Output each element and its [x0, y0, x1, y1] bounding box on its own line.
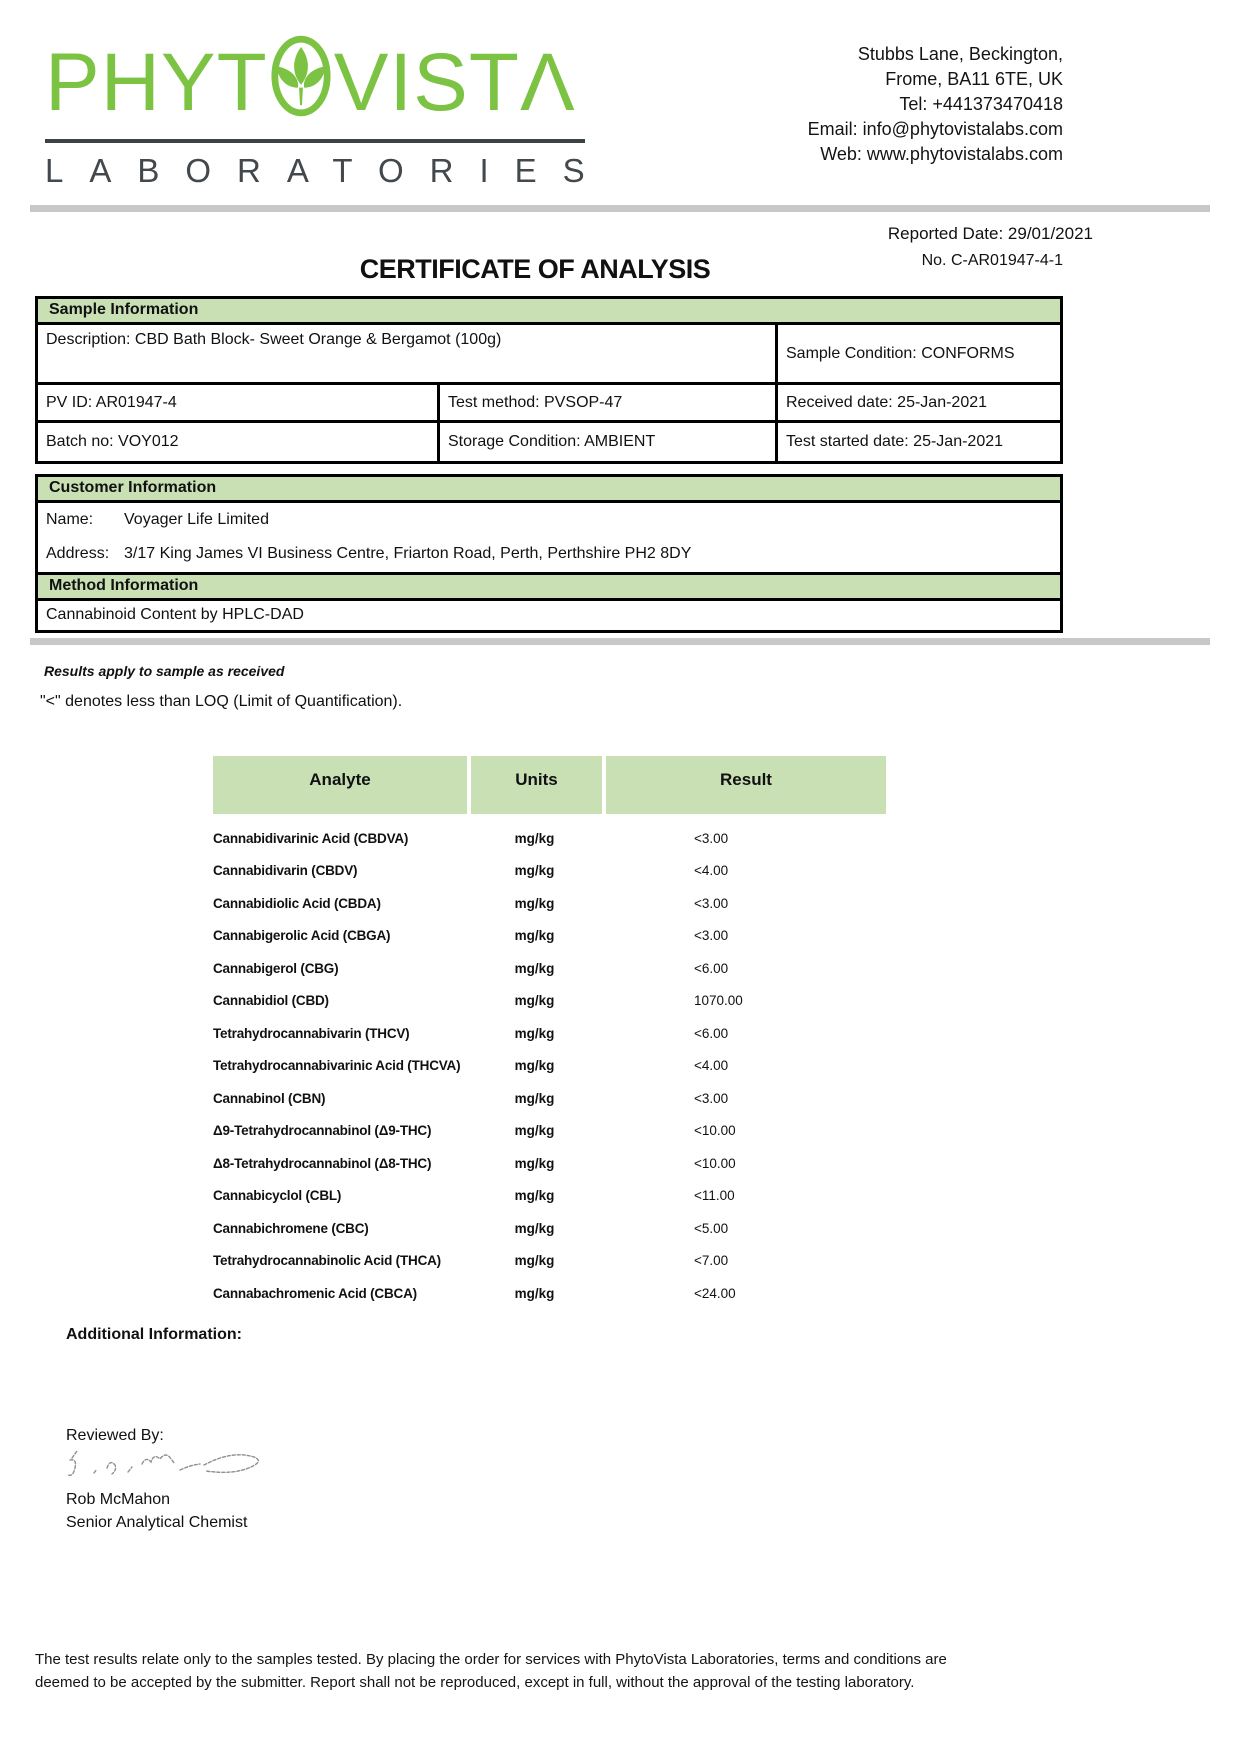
analyte-name: Cannabinol (CBN): [213, 1090, 326, 1106]
analyte-name: Tetrahydrocannabivarin (THCV): [213, 1025, 410, 1041]
customer-name-line: [46, 511, 1052, 529]
table-row: [213, 1115, 886, 1148]
received-date: Received date: 25-Jan-2021: [786, 393, 988, 411]
analyte-name: Cannabachromenic Acid (CBCA): [213, 1285, 417, 1301]
analyte-result: <6.00: [694, 1025, 729, 1041]
table-row: [213, 1245, 886, 1278]
method-information-header: Method Information: [38, 575, 1060, 601]
footer-disclaimer: [35, 1648, 1220, 1694]
divider-bar-middle: [30, 638, 1210, 645]
analyte-result: <3.00: [694, 928, 729, 944]
contact-web: Web: www.phytovistalabs.com: [820, 144, 1063, 164]
loq-note: "<" denotes less than LOQ (Limit of Quantification).: [40, 693, 403, 710]
analyte-name: Cannabigerol (CBG): [213, 960, 339, 976]
method-name: Cannabinoid Content by HPLC-DAD: [46, 606, 304, 623]
customer-information-section: [35, 474, 1063, 576]
reported-date: Reported Date: 29/01/2021: [887, 224, 1093, 243]
analyte-units: mg/kg: [514, 1025, 555, 1041]
brand-text-prefix: PHYT: [45, 37, 268, 128]
analyte-units: mg/kg: [514, 1155, 555, 1171]
analyte-result: <7.00: [694, 1253, 729, 1269]
analyte-result: <3.00: [694, 830, 729, 846]
analyte-name: Cannabidivarinic Acid (CBDVA): [213, 830, 409, 846]
customer-details: [38, 503, 1060, 573]
brand-text-suffix: VISTΛ: [333, 37, 576, 128]
customer-address: 3/17 King James VI Business Centre, Friarton Road, Perth, Perthshire PH2 8DY: [124, 545, 692, 562]
table-row: [213, 1082, 886, 1115]
analyte-units: mg/kg: [514, 830, 555, 846]
test-method: Test method: PVSOP-47: [440, 385, 778, 420]
analyte-result: <5.00: [694, 1220, 729, 1236]
table-row: [213, 822, 886, 855]
analyte-result: <10.00: [694, 1155, 736, 1171]
analyte-result: <4.00: [694, 1058, 729, 1074]
sample-received-note: Results apply to sample as received: [44, 663, 285, 679]
analyte-result: <24.00: [694, 1285, 736, 1301]
analyte-units: mg/kg: [514, 1253, 555, 1269]
report-number: No. C-AR01947-4-1: [921, 252, 1063, 269]
analyte-name: Δ8-Tetrahydrocannabinol (Δ8-THC): [213, 1155, 432, 1171]
results-table-header: [213, 756, 886, 814]
analyte-name: Cannabidiol (CBD): [213, 993, 329, 1009]
reviewed-by-label: Reviewed By:: [66, 1427, 164, 1444]
table-row: [213, 887, 886, 920]
analyte-units: mg/kg: [514, 863, 555, 879]
customer-information-header: Customer Information: [38, 477, 1060, 503]
company-logo: [45, 34, 611, 190]
analyte-units: mg/kg: [514, 1285, 555, 1301]
document-title: CERTIFICATE OF ANALYSIS: [359, 254, 711, 284]
analyte-units: mg/kg: [514, 1188, 555, 1204]
column-header-result: Result: [606, 756, 886, 814]
customer-address-line: [46, 545, 1052, 563]
analyte-name: Δ9-Tetrahydrocannabinol (Δ9-THC): [213, 1123, 432, 1139]
footer-line-1: The test results relate only to the samples tested. By placing the order for services with PhytoVista Laboratories, terms and conditions are: [35, 1651, 947, 1668]
contact-phone: Tel: +441373470418: [899, 94, 1063, 114]
brand-subtitle: LABORATORIES: [45, 152, 611, 189]
brand-underline: [45, 139, 585, 143]
analyte-units: mg/kg: [514, 1220, 555, 1236]
table-row: [213, 1147, 886, 1180]
method-information-section: [35, 572, 1063, 633]
customer-address-label: Address:: [46, 545, 110, 562]
footer-line-2: deemed to be accepted by the submitter. Report shall not be reproduced, except in full, without the approval of the testing laboratory.: [35, 1674, 915, 1691]
leaf-icon: [270, 34, 332, 132]
analyte-units: mg/kg: [514, 960, 555, 976]
column-header-units: Units: [471, 756, 602, 814]
results-table: [213, 756, 886, 1310]
brand-wordmark: [45, 34, 590, 132]
table-row: [213, 920, 886, 953]
analyte-name: Tetrahydrocannabivarinic Acid (THCVA): [213, 1058, 461, 1074]
sample-batch-row: [38, 423, 1060, 461]
analyte-result: <10.00: [694, 1123, 736, 1139]
analyte-units: mg/kg: [514, 895, 555, 911]
reviewer-name: Rob McMahon: [66, 1491, 171, 1508]
analyte-name: Cannabidiolic Acid (CBDA): [213, 895, 381, 911]
storage-condition: Storage Condition: AMBIENT: [440, 423, 778, 461]
analyte-name: Cannabicyclol (CBL): [213, 1188, 342, 1204]
analyte-name: Cannabichromene (CBC): [213, 1220, 369, 1236]
divider-bar-top: [30, 205, 1210, 212]
test-started-date: Test started date: 25-Jan-2021: [786, 433, 1004, 450]
table-row: [213, 1277, 886, 1310]
batch-no: Batch no: VOY012: [38, 423, 440, 461]
analyte-units: mg/kg: [514, 1090, 555, 1106]
sample-ids-row: [38, 385, 1060, 423]
analyte-name: Cannabigerolic Acid (CBGA): [213, 928, 391, 944]
reviewer-signature: [62, 1446, 272, 1493]
column-header-analyte: Analyte: [213, 756, 467, 814]
table-row: [213, 952, 886, 985]
results-table-body: [213, 822, 886, 1310]
sample-information-header: Sample Information: [38, 299, 1060, 325]
table-row: [213, 1050, 886, 1083]
customer-name: Voyager Life Limited: [124, 511, 269, 528]
additional-information-label: Additional Information:: [66, 1326, 242, 1343]
analyte-units: mg/kg: [514, 1058, 555, 1074]
analyte-result: 1070.00: [694, 993, 743, 1009]
sample-description-row: [38, 325, 1060, 385]
analyte-result: <3.00: [694, 895, 729, 911]
analyte-name: Tetrahydrocannabinolic Acid (THCA): [213, 1253, 441, 1269]
table-row: [213, 1180, 886, 1213]
sample-information-section: [35, 296, 1063, 464]
table-row: [213, 985, 886, 1018]
table-row: [213, 1017, 886, 1050]
analyte-units: mg/kg: [514, 928, 555, 944]
analyte-result: <11.00: [694, 1188, 735, 1204]
table-row: [213, 1212, 886, 1245]
sample-condition: Sample Condition: CONFORMS: [786, 344, 1015, 362]
analyte-result: <4.00: [694, 863, 729, 879]
reviewer-title: Senior Analytical Chemist: [66, 1514, 248, 1531]
analyte-result: <6.00: [694, 960, 729, 976]
pv-id: PV ID: AR01947-4: [38, 385, 440, 420]
customer-name-label: Name:: [46, 511, 94, 528]
analyte-name: Cannabidivarin (CBDV): [213, 863, 358, 879]
contact-address-line-2: Frome, BA11 6TE, UK: [885, 69, 1063, 89]
analyte-units: mg/kg: [514, 993, 555, 1009]
sample-description: Description: CBD Bath Block- Sweet Orange & Bergamot (100g): [38, 325, 778, 382]
analyte-result: <3.00: [694, 1090, 729, 1106]
lab-contact-block: [808, 42, 1063, 167]
table-row: [213, 855, 886, 888]
contact-address-line-1: Stubbs Lane, Beckington,: [857, 44, 1063, 64]
contact-email: Email: info@phytovistalabs.com: [807, 119, 1063, 139]
analyte-units: mg/kg: [514, 1123, 555, 1139]
